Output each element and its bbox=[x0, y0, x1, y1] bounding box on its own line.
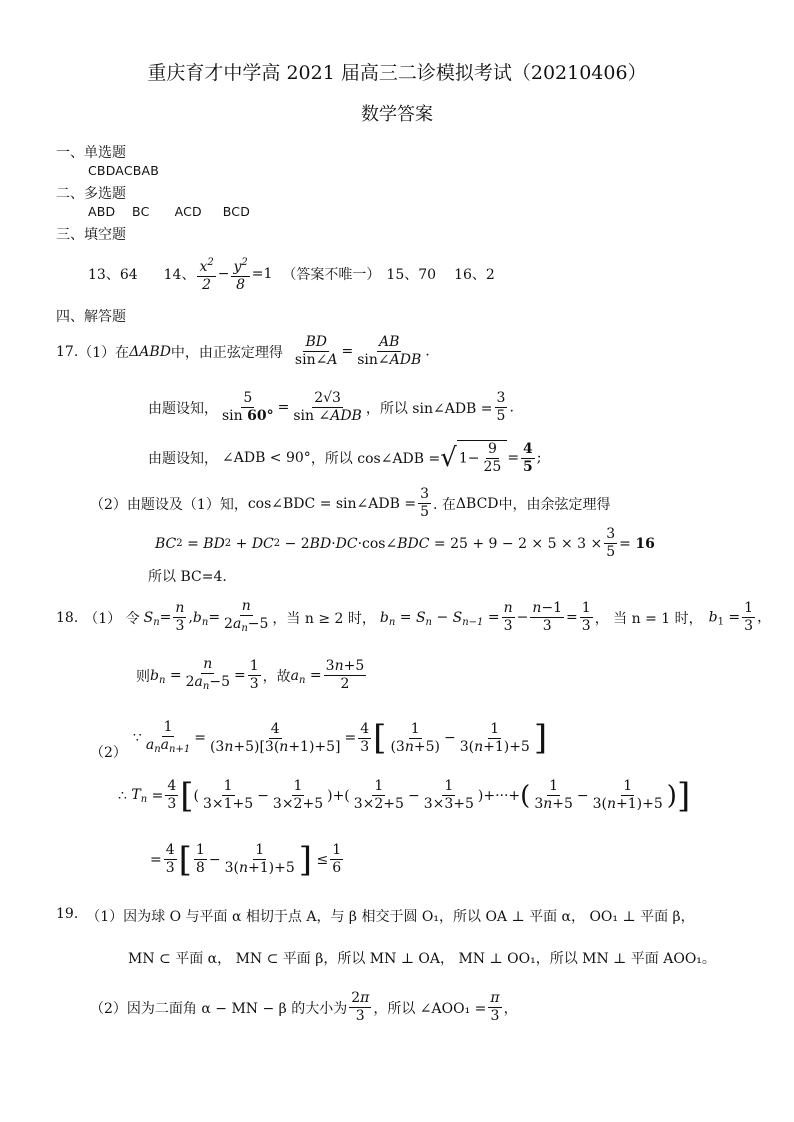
fill-q16: 16、2 bbox=[454, 267, 495, 283]
q17-l3-formula: √ 1− $\frac{9}{25}$ = $\frac{4}{5}$ ; bbox=[440, 440, 542, 475]
q18-when-1: ， 当 n = 1 时， bbox=[594, 610, 703, 627]
q19-line3 bbox=[90, 990, 518, 1025]
q18-line1 bbox=[56, 598, 771, 637]
q18-line5: = $\frac{4}{3}$ [ $\frac{1}{8}$ − $\frac{1}{3(n+1)+5}$ ] ≤ $\frac{1}{6}$ bbox=[150, 839, 342, 880]
q17-p1-intro: （1）在 bbox=[78, 344, 130, 361]
q17-line1 bbox=[56, 334, 430, 369]
q18-line2 bbox=[136, 656, 368, 695]
q19-line2: MN ⊂ 平面 α， MN ⊂ 平面 β，所以 MN ⊥ OA， MN ⊥ OO₁，所以 MN ⊥ 平面 AOO₁。 bbox=[128, 951, 716, 967]
q18-bn-value: $b_n$ = $\frac{n}{2a_n-5}$ = $\frac{1}{3}$ bbox=[150, 656, 259, 692]
q17-p1-text: 中，由正弦定理得 bbox=[170, 344, 283, 361]
q18-def: $S_n=$ $\frac{n}{3}$ $,b_n=$ $\frac{n}{2a_n-5}$ bbox=[143, 598, 269, 634]
q17-triangle-bcd: ΔBCD bbox=[455, 495, 499, 512]
q17-l3-mid: ，所以 cos∠ADB = bbox=[310, 451, 441, 467]
q17-l2-result: $\frac{3}{5}$ . bbox=[496, 390, 514, 424]
q17-bc-result: 16 bbox=[635, 535, 655, 552]
fill-blank-answers bbox=[88, 254, 495, 294]
q18-line4: ∴ $T_n$ = $\frac{4}{3}$ [ ( $\frac{1}{3\times 1+5}$ − $\frac{1}{3\times 2+5}$ )+( $\frac{1}{3\times 2+5}$ − $\frac{1}{3\times 3+5}$ )+···+ ( $\frac{1}{3n+5}$ − $\frac{1}{3(n+1)+5}$ ) ] bbox=[118, 775, 691, 816]
q18-when-ge2: ，当 n ≥ 2 时， bbox=[272, 610, 376, 627]
q17-p2-intro: （2）由题设及（1）知， bbox=[90, 496, 248, 513]
q19-l3-a: （2）因为二面角 α − MN − β 的大小为 bbox=[90, 1000, 348, 1017]
q17-line2 bbox=[148, 390, 514, 425]
q18-bn-formula: $b_n = S_n - S_{n-1}$ = $\frac{n}{3}$ − $\frac{n-1}{3}$ = $\frac{1}{3}$ bbox=[379, 600, 591, 634]
q18-hence: ，故 bbox=[262, 668, 291, 685]
q18-p1: （1） 令 bbox=[84, 610, 140, 627]
q18-number: 18. bbox=[56, 609, 79, 626]
q17-sine-law: $\frac{BD}{\sin\angle A}$ = $\frac{AB}{\text{sin∠ADB}}$ . bbox=[294, 334, 430, 368]
q18-b1: $b_1$ = $\frac{1}{3}$ ， bbox=[708, 600, 772, 634]
q17-l2-mid: ，所以 sin∠ADB = bbox=[365, 400, 493, 417]
q19-l3-b: ，所以 ∠AOO₁ = bbox=[373, 1000, 487, 1017]
q17-p2-text: 中，由余弦定理得 bbox=[498, 496, 611, 513]
q17-p2-mid: . 在 bbox=[433, 496, 456, 513]
q17-l2-formula: $\frac{5}{\sin 60^\circ}$ = $\frac{2√3}{\text{sin ∠ADB}}$ bbox=[222, 390, 362, 424]
q19-l1: （1）因为球 O 与平面 α 相切于点 A，与 β 相交于圆 O₁，所以 OA ⊥ 平面 α， OO₁ ⊥ 平面 β， bbox=[86, 909, 695, 925]
q18-then: 则 bbox=[136, 668, 150, 685]
section-fill-blank-label: 三、填空题 bbox=[56, 227, 126, 243]
q17-triangle-abd: ΔABD bbox=[129, 343, 171, 360]
q17-l3-cond: ∠ADB < 90° bbox=[222, 450, 311, 466]
q18-an-value: $a_n$ = $\frac{3n+5}{2}$ bbox=[290, 658, 365, 692]
q19-line1 bbox=[56, 906, 695, 926]
single-choice-answers: CBDACBAB bbox=[88, 163, 160, 178]
q17-p2-eq: cos∠BDC = sin∠ADB = bbox=[247, 495, 417, 512]
q17-cosine-law: BC 2 = BD 2 + DC 2 − 2 BD · DC ·cos∠ BDC = 25 + 9 − 2 × 5 × 3 × $\frac{3}{5}$ = 16 bbox=[155, 526, 655, 560]
q17-conclusion: 所以 BC=4. bbox=[148, 569, 227, 585]
q17-l2-intro: 由题设知， bbox=[148, 400, 218, 417]
q19-l3-c: ， bbox=[503, 1000, 518, 1017]
q17-number: 17. bbox=[56, 343, 79, 360]
multi-choice-answers: ABD BC ACD BCD bbox=[88, 204, 251, 219]
q19-angle-pi3: $\frac{\pi}{3}$ bbox=[490, 990, 500, 1024]
q19-angle-2pi3: $\frac{2\pi}{3}$ bbox=[351, 990, 370, 1024]
q17-p2-frac: $\frac{3}{5}$ bbox=[420, 486, 430, 520]
q17-line3 bbox=[148, 440, 542, 476]
q17-l3-intro: 由题设知， bbox=[148, 451, 218, 467]
fill-q14-formula: $\frac{x^2}{2}$ − $\frac{y^2}{8}$ =1 bbox=[195, 254, 272, 294]
fill-q13: 13、64 bbox=[88, 267, 138, 283]
section-multi-choice-label: 二、多选题 bbox=[56, 186, 126, 202]
fill-q14: 14、 bbox=[163, 267, 196, 283]
fill-q14-note: （答案不唯一） bbox=[282, 267, 381, 283]
page-subtitle: 数学答案 bbox=[361, 104, 433, 125]
q18-p2: （2） bbox=[90, 745, 127, 761]
page-title: 重庆育才中学高 2021 届高三二诊模拟考试（20210406） bbox=[147, 62, 647, 84]
section-single-choice-label: 一、单选题 bbox=[56, 145, 126, 161]
fill-q15: 15、70 bbox=[386, 267, 437, 283]
section-solve-label: 四、解答题 bbox=[56, 309, 126, 325]
q18-line3: （2） ∵ $\frac{1}{a_na_{n+1}}$ = $\frac{4}{(3n+5)[3(n+1)+5]}$ = $\frac{4}{3}$ [ $\frac{1}{(3n+5)}$ − $\frac{1}{3(n+1)+5}$ ] bbox=[90, 718, 548, 761]
q19-number: 19. bbox=[56, 906, 79, 922]
q17-line4 bbox=[90, 486, 611, 521]
